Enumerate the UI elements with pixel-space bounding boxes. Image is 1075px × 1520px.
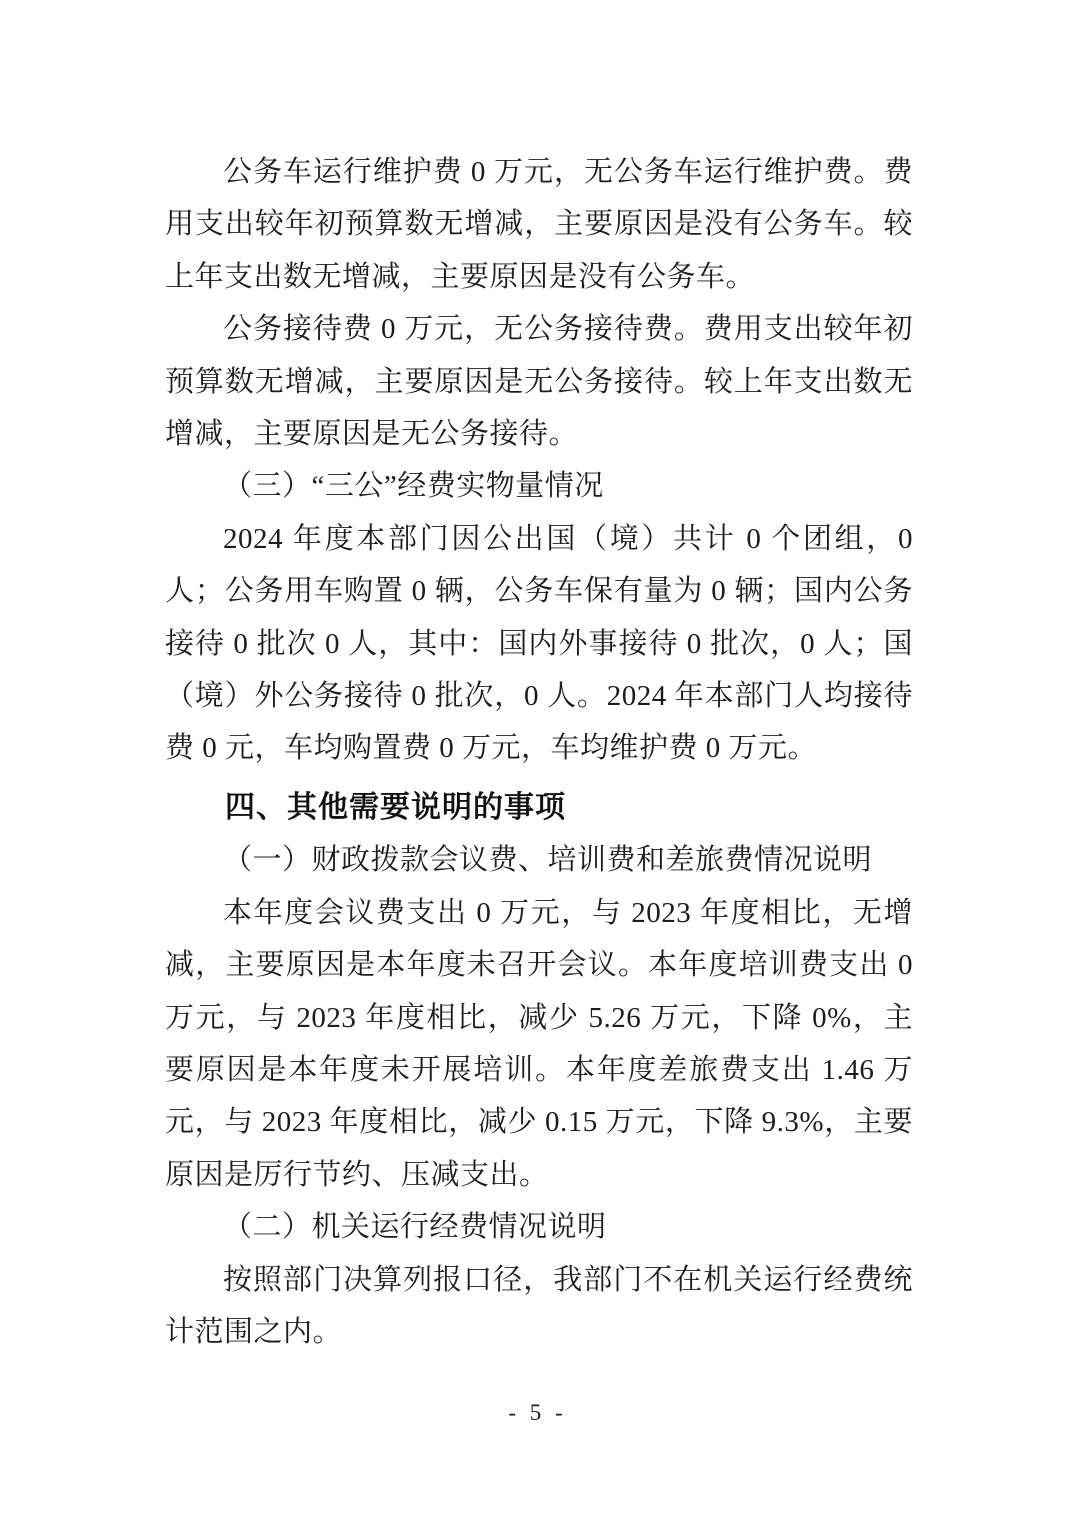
subheading-one-meeting-training-travel-fees: （一）财政拨款会议费、培训费和差旅费情况说明 [223, 844, 873, 877]
para-agency-operating-funds-details: 按照部门决算列报口径，我部门不在机关运行经费统计范围之内。 [165, 1263, 913, 1348]
para-meeting-training-travel-details: 本年度会议费支出 0 万元，与 2023 年度相比，无增减，主要原因是本年度未召开会议。本年度培训费支出 0 万元，与 2023 年度相比，减少 5.26 万元，下降 0%，主要原因是本年度未开展培训。本年度差旅费支出 1.46 万元，与 2023 年度相比，减少 0.15 万元，下降 9.3%，主要原因是厉行节约、压减支出。 [165, 896, 913, 1191]
para-physical-quantity-details: 2024 年度本部门因公出国（境）共计 0 个团组，0 人；公务用车购置 0 辆，公务车保有量为 0 辆；国内公务接待 0 批次 0 人，其中：国内外事接待 0 批次，0 人；国（境）外公务接待 0 批次，0 人。2024 年本部门人均接待费 0 元，车均购置费 0 万元，车均维护费 0 万元。 [165, 522, 913, 765]
subheading-two-agency-operating-funds: （二）机关运行经费情况说明 [223, 1211, 607, 1244]
page-number: - 5 - [508, 1400, 567, 1425]
document-body [165, 146, 913, 1358]
heading-section-four-other-matters: 四、其他需要说明的事项 [225, 790, 566, 824]
para-vehicle-maintenance-fee: 公务车运行维护费 0 万元，无公务车运行维护费。费用支出较年初预算数无增减，主要原因是没有公务车。较上年支出数无增减，主要原因是没有公务车。 [165, 156, 913, 293]
subheading-three-public-expense-physical-quantity: （三）“三公”经费实物量情况 [223, 470, 604, 503]
para-official-reception-fee: 公务接待费 0 万元，无公务接待费。费用支出较年初预算数无增减，主要原因是无公务接待。较上年支出数无增减，主要原因是无公务接待。 [165, 313, 913, 451]
